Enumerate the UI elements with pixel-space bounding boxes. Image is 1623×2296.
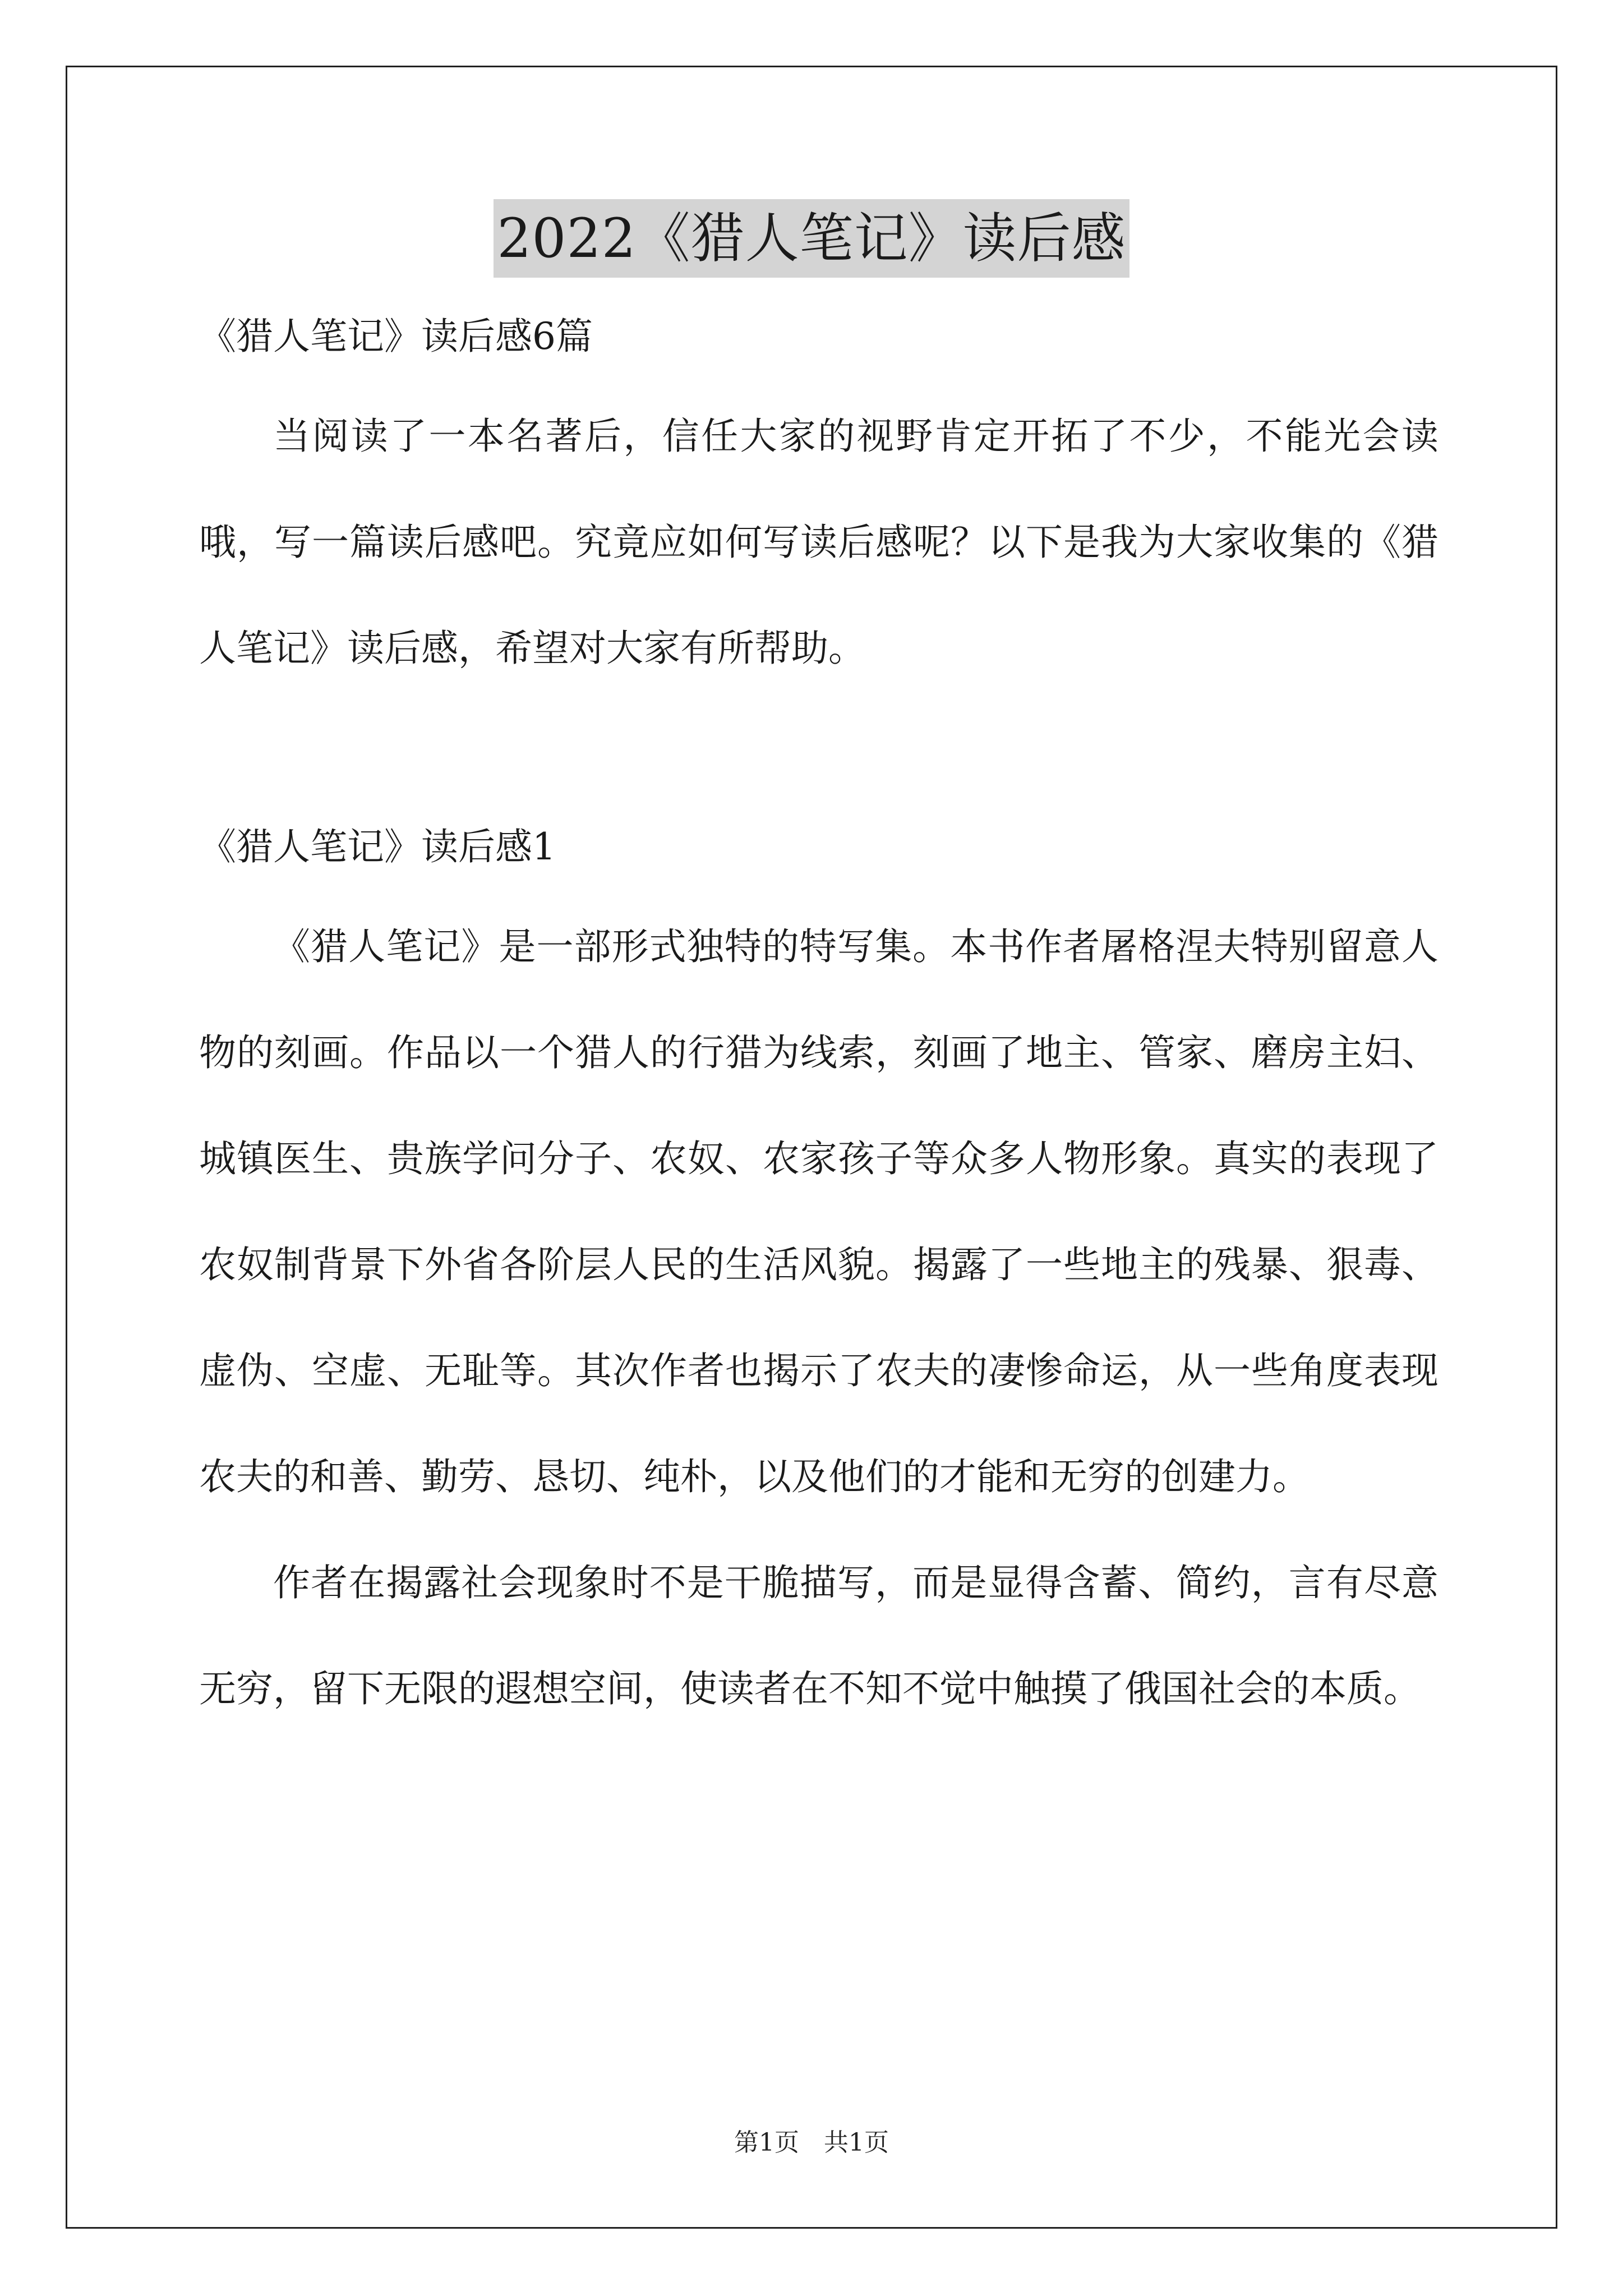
document-body [199,306,1438,1742]
section-heading: 《猎人笔记》读后感1 [199,825,556,868]
paragraph: 当阅读了一本名著后，信任大家的视野肯定开拓了不少，不能光会读哦，写一篇读后感吧。究竟应如何写读后感呢？以下是我为大家收集的《猎人笔记》读后感，希望对大家有所帮助。 [199,415,1438,670]
document-title: 2022《猎人笔记》读后感 [494,199,1129,278]
paragraph: 作者在揭露社会现象时不是干脆描写，而是显得含蓄、简约，言有尽意无穷，留下无限的遐想空间，使读者在不知不觉中触摸了俄国社会的本质。 [199,1561,1438,1710]
paragraph: 《猎人笔记》是一部形式独特的特写集。本书作者屠格涅夫特别留意人物的刻画。作品以一个猎人的行猎为线索，刻画了地主、管家、磨房主妇、城镇医生、贵族学问分子、农奴、农家孩子等众多人物形象。真实的表现了农奴制背景下外省各阶层人民的生活风貌。揭露了一些地主的残暴、狠毒、虚伪、空虚、无耻等。其次作者也揭示了农夫的凄惨命运，从一些角度表现农夫的和善、勤劳、恳切、纯朴，以及他们的才能和无穷的创建力。 [199,925,1438,1498]
page-footer: 第1页 共1页 [734,2128,889,2157]
section-heading: 《猎人笔记》读后感6篇 [199,315,593,358]
title-container [0,199,1623,278]
